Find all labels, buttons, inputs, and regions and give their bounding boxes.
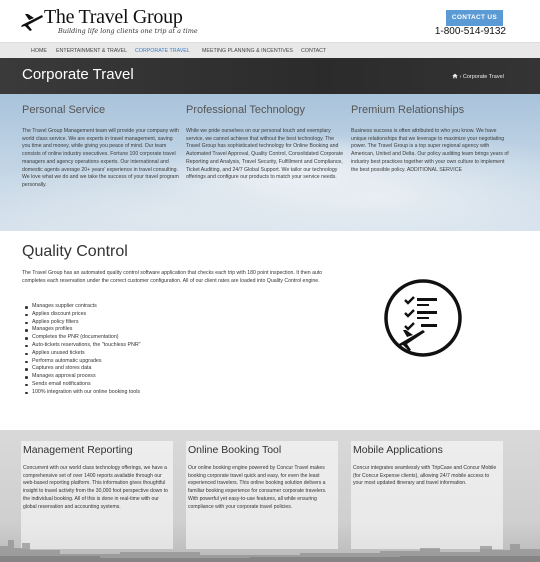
main-nav (0, 42, 540, 58)
brand-tagline: Building life long clients one trip at a time (58, 27, 198, 35)
card-mobile-applications (351, 441, 503, 549)
card-text: Concur integrates seamlessly with TripCase and Concur Mobile (for Concur Expense clients), allowing 24/7 mobile access to your most updated itinerary and travel information. (353, 465, 497, 487)
list-item: Performs automatic upgrades (24, 358, 141, 366)
list-item: Auto-tickets reservations, the "touchless PNR" (24, 342, 141, 350)
page-title: Corporate Travel (22, 66, 134, 83)
card-text: Concurrent with our world class technology offerings, we have a comprehensive set of over 1400 reports available through our web-based reporting platform. This information gives thoughtful insight to travel activity from the 30,000 foot perspective down to the individual booking. All of this is done in real-time with our global reservation and accounting systems. (23, 465, 168, 510)
page-hero (0, 58, 540, 94)
section-title-quality-control: Quality Control (22, 243, 128, 260)
list-item: Applies unused tickets (24, 350, 141, 358)
contact-us-button[interactable]: CONTACT US (446, 10, 503, 26)
nav-item-entertainment-travel[interactable]: ENTERTAINMENT & TRAVEL (56, 48, 128, 54)
column-text: Business success is often attributed to who you know. We have unique relationships that we leverage to maximize your negotiating power. The Travel Group is a top super regional agency with American, United and Delta. Our policy auditing team brings years of industry best practices together with your own culture to implement the best possible policy. ADDITIONAL SERVICE (351, 128, 509, 173)
features-section (0, 430, 540, 562)
brand-title[interactable]: The Travel Group (44, 6, 183, 28)
list-item: Applies policy filters (24, 319, 141, 327)
phone-number: 1-800-514-9132 (434, 26, 506, 37)
nav-item-meeting-planning[interactable]: MEETING PLANNING & INCENTIVES (202, 48, 293, 54)
breadcrumb-current: › Corporate Travel (459, 74, 504, 80)
column-text: While we pride ourselves on our personal touch and exemplary service, we cannot achieve that without the best technology. The Travel Group has sophisticated technology for Online Booking and Automated Travel Approval, Quality Control, Consolidated Corporate Reporting and Analysis, Travel Security, Fulfillment and Compliance, Ticket Auditing, and 24/7 Global Support. We tailor our technology offerings and configure our products to match your service needs. (186, 128, 344, 181)
card-online-booking-tool (186, 441, 338, 549)
list-item: Applies discount prices (24, 311, 141, 319)
list-item: Completes the PNR (documentation) (24, 334, 141, 342)
quality-control-list (24, 303, 141, 397)
list-item: Sends email notifications (24, 381, 141, 389)
column-heading: Personal Service (22, 104, 106, 116)
city-skyline-image (0, 534, 540, 562)
card-heading: Mobile Applications (353, 444, 443, 456)
checklist-airplane-icon (383, 278, 463, 358)
nav-item-contact[interactable]: CONTACT (301, 48, 327, 54)
airplane-icon[interactable] (20, 11, 44, 31)
card-heading: Online Booking Tool (188, 444, 282, 456)
card-text: Our online booking engine powered by Concur Travel makes booking corporate travel quick and easy, for even the least experienced travelers. This online booking solution delivers a familiar booking experience for consumer corporate travelers. With powerful yet easy-to-use features, all while ensuring compliance with your corporate travel policies. (188, 465, 327, 510)
column-heading: Professional Technology (186, 104, 306, 116)
home-icon[interactable] (452, 73, 458, 79)
breadcrumb (452, 73, 504, 80)
nav-item-home[interactable]: HOME (31, 48, 47, 54)
site-header (0, 0, 540, 42)
list-item: Manages supplier contracts (24, 303, 141, 311)
nav-item-corporate-travel[interactable]: CORPORATE TRAVEL (135, 48, 190, 54)
card-heading: Management Reporting (23, 444, 133, 456)
services-section (0, 94, 540, 231)
list-item: 100% integration with our online booking tools (24, 389, 141, 397)
card-management-reporting (21, 441, 173, 549)
quality-control-intro: The Travel Group has an automated quality control software application that checks each trip with 180 point inspection. It then auto completes each reservation under the correct customer configuration. All of our client rates are loaded into Quality Control engine. (22, 270, 323, 284)
list-item: Manages approval process (24, 373, 141, 381)
column-heading: Premium Relationships (351, 104, 465, 116)
list-item: Captures and stores data (24, 365, 141, 373)
column-text: The Travel Group Management team will provide your company with world class service. We are experts in travel management, saving you time and money, while giving you peace of mind. Our team consists of online industry executives. Fortune 100 corporate travel managers and agency operations experts. Our international and domestic agents average 20+ years' experience in travel consulting. We love what we do and we take the success of your travel program personally. (22, 128, 179, 188)
list-item: Manages profiles (24, 326, 141, 334)
